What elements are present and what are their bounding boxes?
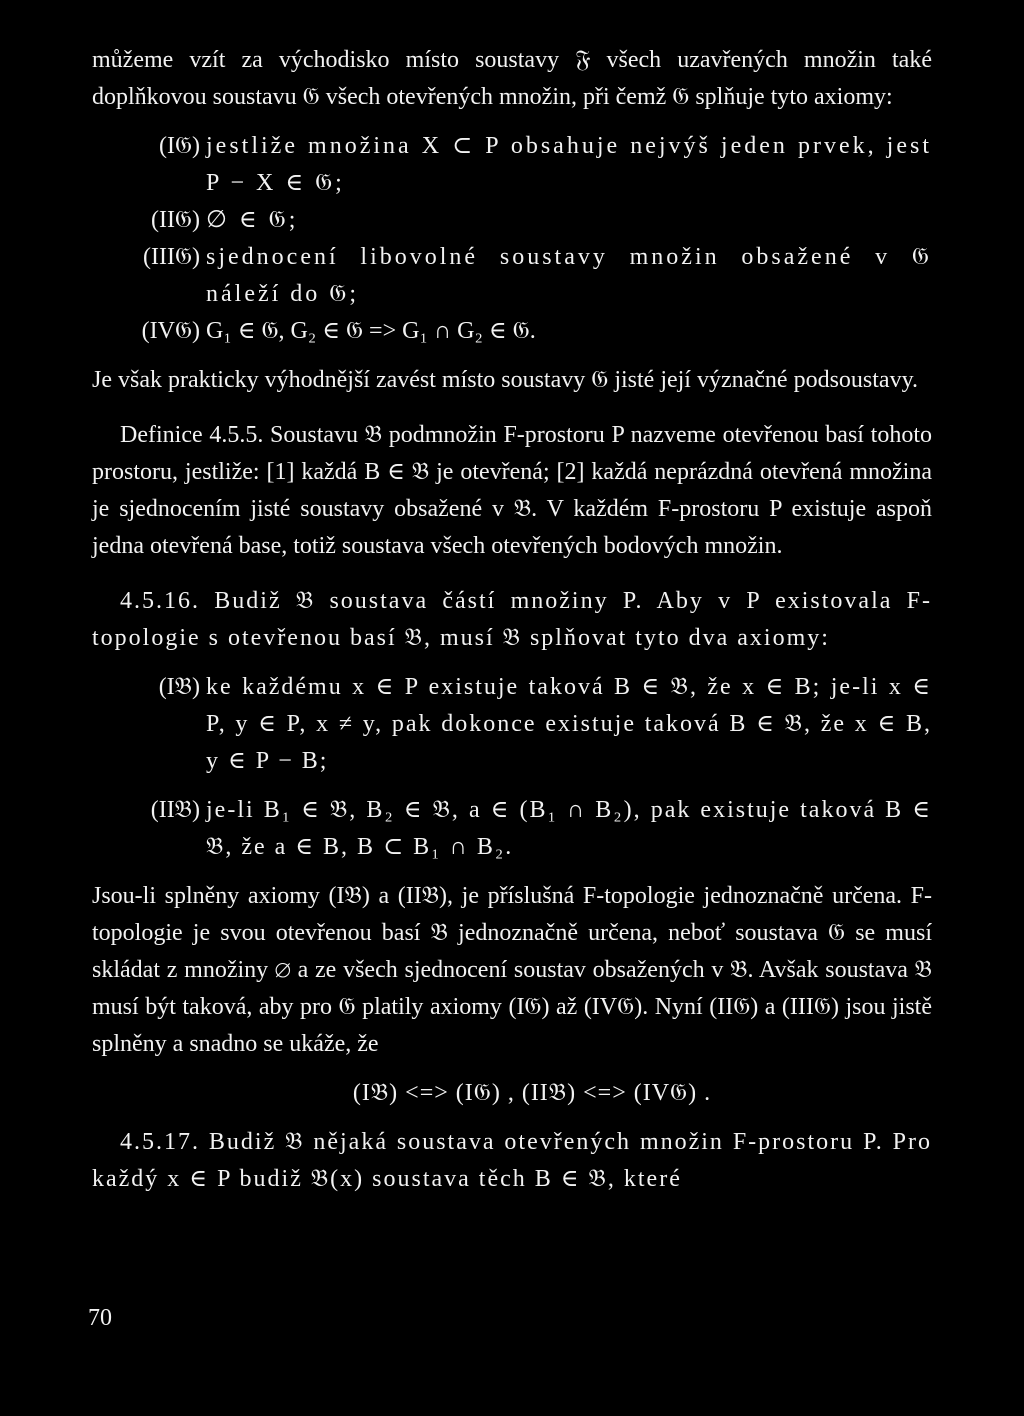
axiom-ii-b bbox=[92, 792, 932, 866]
axiom-label: (I𝔅) bbox=[158, 674, 200, 700]
axiom-label: (IV𝔊) bbox=[141, 318, 200, 344]
section-4-5-16: 4.5.16. Budiž 𝔅 soustava částí množiny P. Aby v P existovala F-topologie s otevřenou basí 𝔅, musí 𝔅 splňovat tyto dva axiomy: bbox=[92, 588, 932, 651]
axiom-text: ∅ ∈ 𝔊; bbox=[206, 207, 299, 233]
after-axioms-g-paragraph: Je však prakticky výhodnější zavést místo soustavy 𝔊 jisté její význačné podsoustavy. bbox=[92, 367, 919, 393]
axiom-text: je-li B₁ ∈ 𝔅, B₂ ∈ 𝔅, a ∈ (B₁ ∩ B₂), pak existuje taková B ∈ 𝔅, že a ∈ B, B ⊂ B₁ ∩ B₂. bbox=[206, 797, 932, 860]
axiom-iv-g bbox=[92, 313, 932, 350]
axiom-text: ke každému x ∈ P existuje taková B ∈ 𝔅, že x ∈ B; je-li x ∈ P, y ∈ P, x ≠ y, pak dokonce existuje taková B ∈ 𝔅, že x ∈ B, y ∈ P − B; bbox=[206, 674, 932, 774]
axiom-label: (I𝔊) bbox=[158, 133, 200, 159]
axiom-i-g bbox=[92, 128, 932, 202]
page-body bbox=[92, 42, 932, 1198]
axiom-text: G₁ ∈ 𝔊, G₂ ∈ 𝔊 => G₁ ∩ G₂ ∈ 𝔊. bbox=[206, 318, 536, 344]
axiom-ii-g bbox=[92, 202, 932, 239]
axioms-b-list bbox=[92, 669, 932, 866]
axiom-text: jestliže množina X ⊂ P obsahuje nejvýš jeden prvek, jest P − X ∈ 𝔊; bbox=[206, 133, 932, 196]
axiom-label: (II𝔅) bbox=[150, 797, 200, 823]
intro-paragraph: můžeme vzít za východisko místo soustavy 𝔉 všech uzavřených množin také doplňkovou soustavu 𝔊 všech otevřených množin, při čemž 𝔊 splňuje tyto axiomy: bbox=[92, 47, 932, 110]
axiom-label: (III𝔊) bbox=[142, 244, 200, 270]
axiom-text: sjednocení libovolné soustavy množin obsažené v 𝔊 náleží do 𝔊; bbox=[206, 244, 932, 307]
section-4-5-17: 4.5.17. Budiž 𝔅 nějaká soustava otevřených množin F-prostoru P. Pro každý x ∈ P budiž 𝔅(x) soustava těch B ∈ 𝔅, které bbox=[92, 1129, 932, 1192]
axioms-g-list bbox=[92, 128, 932, 350]
page-number: 70 bbox=[88, 1305, 112, 1331]
definition-4-5-5: Definice 4.5.5. Soustavu 𝔅 podmnožin F-prostoru P nazveme otevřenou basí tohoto prostoru, jestliže: [1] každá B ∈ 𝔅 je otevřená; [2] každá neprázdná otevřená množina je sjednocením jisté soustavy obsažené v 𝔅. V každém F-prostoru P existuje aspoň jedna otevřená base, totiž soustava všech otevřených bodových množin. bbox=[92, 422, 932, 559]
after-axioms-b-paragraph: Jsou-li splněny axiomy (I𝔅) a (II𝔅), je příslušná F-topologie jednoznačně určena. F-topologie je svou otevřenou basí 𝔅 jednoznačně určena, neboť soustava 𝔊 se musí skládat z množiny ∅ a ze všech sjednocení soustav obsažených v 𝔅. Avšak soustava 𝔅 musí být taková, aby pro 𝔊 platily axiomy (I𝔊) až (IV𝔊). Nyní (II𝔊) a (III𝔊) jsou jistě splněny a snadno se ukáže, že bbox=[92, 883, 932, 1057]
axiom-iii-g bbox=[92, 239, 932, 313]
equivalence-formula: (I𝔅) <=> (I𝔊) , (II𝔅) <=> (IV𝔊) . bbox=[352, 1080, 712, 1106]
axiom-label: (II𝔊) bbox=[150, 207, 200, 233]
axiom-i-b bbox=[92, 669, 932, 780]
